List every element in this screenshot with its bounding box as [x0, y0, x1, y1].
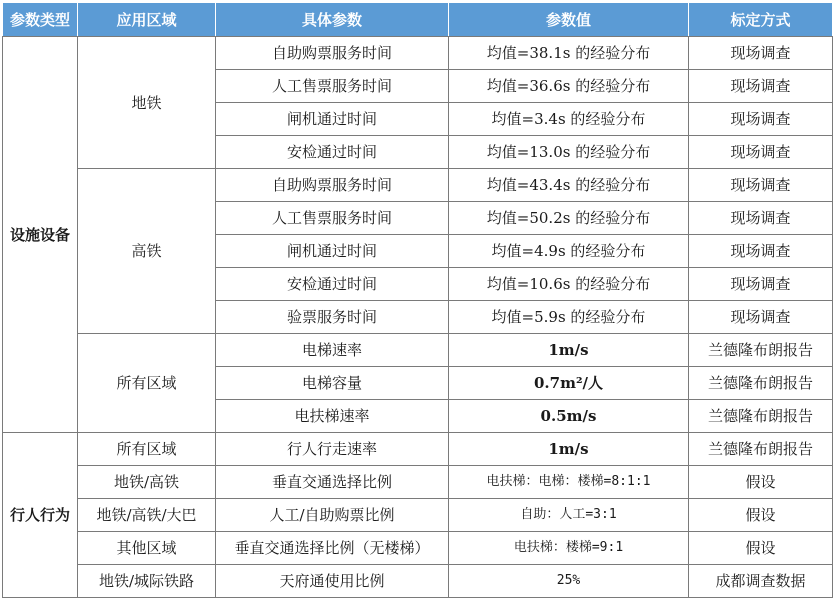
param-cell: 电梯速率 — [216, 334, 449, 367]
method-cell: 现场调查 — [689, 235, 833, 268]
param-cell: 行人行走速率 — [216, 433, 449, 466]
param-cell: 电扶梯速率 — [216, 400, 449, 433]
param-cell: 垂直交通选择比例 — [216, 466, 449, 499]
area-cell: 所有区域 — [78, 334, 216, 433]
header-area: 应用区域 — [78, 3, 216, 37]
value-cell: 均值=3.4s 的经验分布 — [449, 103, 689, 136]
value-cell: 均值=43.4s 的经验分布 — [449, 169, 689, 202]
param-type-cell: 设施设备 — [3, 37, 78, 433]
value-cell: 电扶梯：楼梯=9:1 — [449, 532, 689, 565]
value-cell: 均值=38.1s 的经验分布 — [449, 37, 689, 70]
method-cell: 成都调查数据 — [689, 565, 833, 598]
method-cell: 现场调查 — [689, 37, 833, 70]
table-row — [3, 565, 833, 598]
value-cell: 均值=10.6s 的经验分布 — [449, 268, 689, 301]
table-row — [3, 499, 833, 532]
header-row — [3, 3, 833, 37]
method-cell: 现场调查 — [689, 268, 833, 301]
value-cell: 均值=4.9s 的经验分布 — [449, 235, 689, 268]
param-cell: 天府通使用比例 — [216, 565, 449, 598]
value-cell: 0.5m/s — [449, 400, 689, 433]
method-cell: 现场调查 — [689, 169, 833, 202]
value-cell: 电扶梯：电梯：楼梯=8:1:1 — [449, 466, 689, 499]
param-cell: 电梯容量 — [216, 367, 449, 400]
param-cell: 闸机通过时间 — [216, 235, 449, 268]
area-cell: 其他区域 — [78, 532, 216, 565]
value-cell: 均值=13.0s 的经验分布 — [449, 136, 689, 169]
method-cell: 假设 — [689, 499, 833, 532]
method-cell: 兰德隆布朗报告 — [689, 367, 833, 400]
param-cell: 安检通过时间 — [216, 136, 449, 169]
table-row — [3, 37, 833, 70]
method-cell: 现场调查 — [689, 103, 833, 136]
param-cell: 垂直交通选择比例（无楼梯） — [216, 532, 449, 565]
method-cell: 兰德隆布朗报告 — [689, 400, 833, 433]
method-cell: 假设 — [689, 466, 833, 499]
param-cell: 安检通过时间 — [216, 268, 449, 301]
header-param-type: 参数类型 — [3, 3, 78, 37]
method-cell: 兰德隆布朗报告 — [689, 334, 833, 367]
table-row — [3, 433, 833, 466]
parameter-table — [2, 2, 833, 598]
value-cell: 1m/s — [449, 433, 689, 466]
header-value: 参数值 — [449, 3, 689, 37]
method-cell: 现场调查 — [689, 202, 833, 235]
table-row — [3, 169, 833, 202]
table-row — [3, 466, 833, 499]
param-type-cell: 行人行为 — [3, 433, 78, 598]
table-row — [3, 532, 833, 565]
method-cell: 现场调查 — [689, 136, 833, 169]
value-cell: 均值=36.6s 的经验分布 — [449, 70, 689, 103]
area-cell: 地铁/高铁 — [78, 466, 216, 499]
param-cell: 自助购票服务时间 — [216, 169, 449, 202]
area-cell: 地铁/高铁/大巴 — [78, 499, 216, 532]
method-cell: 假设 — [689, 532, 833, 565]
value-cell: 均值=5.9s 的经验分布 — [449, 301, 689, 334]
param-cell: 人工/自助购票比例 — [216, 499, 449, 532]
method-cell: 兰德隆布朗报告 — [689, 433, 833, 466]
param-cell: 验票服务时间 — [216, 301, 449, 334]
value-cell: 自助：人工=3:1 — [449, 499, 689, 532]
param-cell: 自助购票服务时间 — [216, 37, 449, 70]
value-cell: 均值=50.2s 的经验分布 — [449, 202, 689, 235]
area-cell: 高铁 — [78, 169, 216, 334]
method-cell: 现场调查 — [689, 301, 833, 334]
header-method: 标定方式 — [689, 3, 833, 37]
param-cell: 人工售票服务时间 — [216, 70, 449, 103]
area-cell: 地铁/城际铁路 — [78, 565, 216, 598]
value-cell: 0.7m²/人 — [449, 367, 689, 400]
area-cell: 地铁 — [78, 37, 216, 169]
table-row — [3, 334, 833, 367]
header-param: 具体参数 — [216, 3, 449, 37]
method-cell: 现场调查 — [689, 70, 833, 103]
value-cell: 1m/s — [449, 334, 689, 367]
area-cell: 所有区域 — [78, 433, 216, 466]
param-cell: 人工售票服务时间 — [216, 202, 449, 235]
value-cell: 25% — [449, 565, 689, 598]
param-cell: 闸机通过时间 — [216, 103, 449, 136]
